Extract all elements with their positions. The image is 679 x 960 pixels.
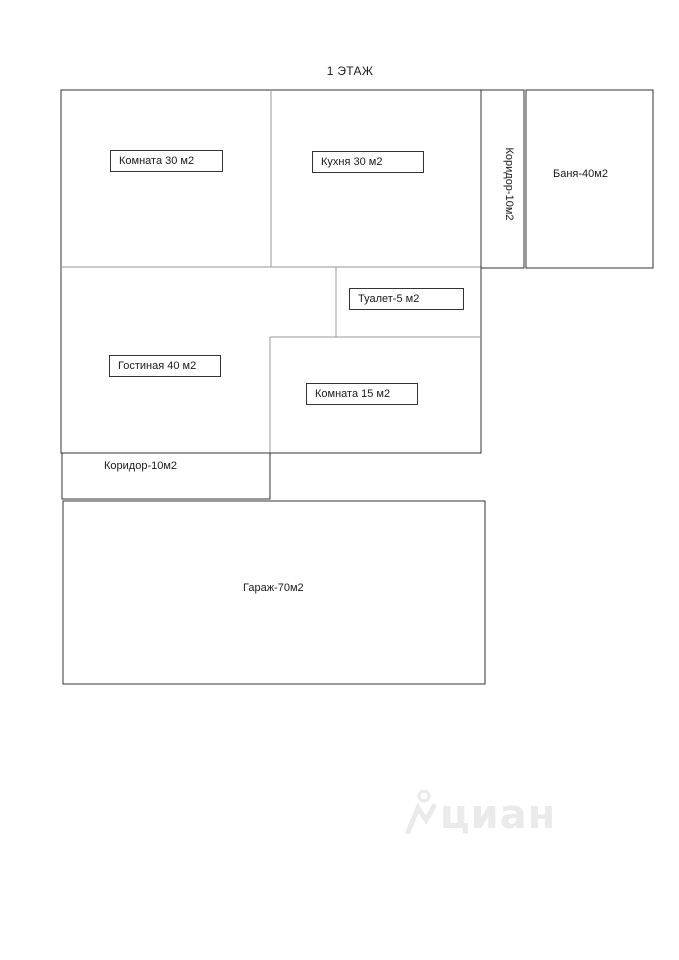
floor-title: 1 ЭТАЖ <box>326 64 374 78</box>
corridor-vertical-label-wrap <box>496 134 522 234</box>
room-30-label: Комната 30 м2 <box>110 150 223 172</box>
cian-watermark <box>404 778 604 848</box>
corridor-horizontal-label: Коридор-10м2 <box>104 460 178 472</box>
watermark-text: циан <box>440 792 557 838</box>
toilet-label: Туалет-5 м2 <box>349 288 464 310</box>
corridor-vertical-label: Коридор-10м2 <box>503 147 515 221</box>
cian-logo-icon <box>404 790 438 834</box>
kitchen-label: Кухня 30 м2 <box>312 151 424 173</box>
living-label: Гостиная 40 м2 <box>109 355 221 377</box>
garage-label: Гараж-70м2 <box>243 582 304 594</box>
room-15-label: Комната 15 м2 <box>306 383 418 405</box>
bath-label: Баня-40м2 <box>553 168 608 180</box>
